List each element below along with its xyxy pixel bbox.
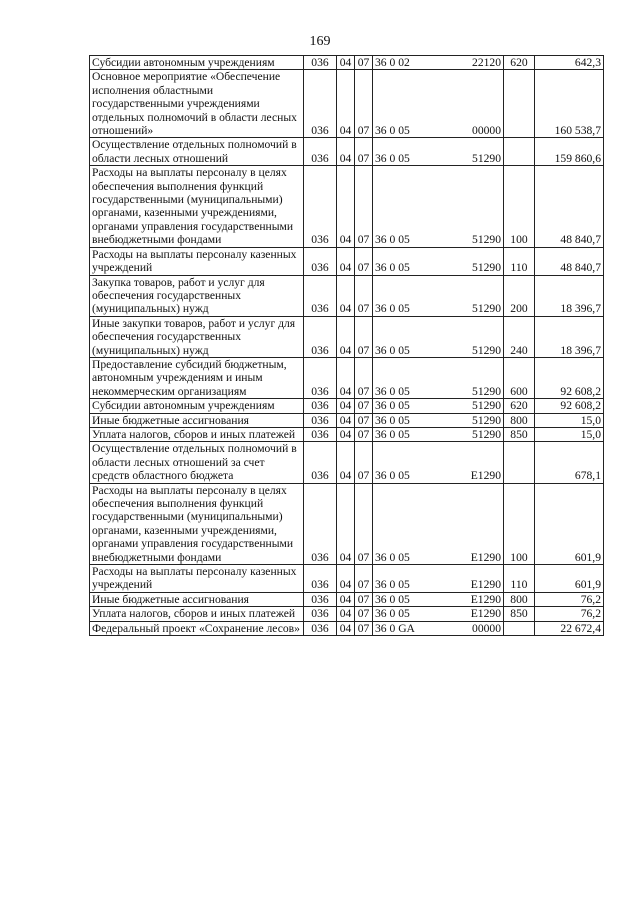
admin-code-cell: 036: [304, 70, 337, 138]
target-article-direction: 51290: [472, 302, 501, 316]
expense-name-cell: Расходы на выплаты персоналу в целях обеспечения выполнения функций государственными (муниципальными) органами, казенными учреждениями, органами управления государственными внебюджетными фондами: [90, 483, 304, 564]
table-row: [90, 70, 604, 138]
amount-cell: 76,2: [535, 607, 604, 621]
subsection-code-cell: 07: [355, 138, 373, 166]
amount-cell: 15,0: [535, 413, 604, 427]
target-article-direction: 00000: [472, 621, 501, 635]
subsection-code-cell: 07: [355, 275, 373, 316]
section-code-cell: 04: [337, 138, 355, 166]
section-code-cell: 04: [337, 427, 355, 441]
target-article-direction: E1290: [470, 578, 501, 592]
expense-type-cell: 100: [504, 483, 535, 564]
table-row: [90, 316, 604, 357]
section-code-cell: 04: [337, 621, 355, 635]
target-article-program: 36 0 05: [375, 592, 410, 606]
target-article-cell: [373, 621, 504, 635]
target-article-program: 36 0 05: [375, 151, 410, 165]
expense-name-cell: Предоставление субсидий бюджетным, автономным учреждениям и иным некоммерческим организациям: [90, 357, 304, 398]
target-article-direction: E1290: [470, 607, 501, 621]
expense-name-cell: Федеральный проект «Сохранение лесов»: [90, 621, 304, 635]
admin-code-cell: 036: [304, 427, 337, 441]
section-code-cell: 04: [337, 166, 355, 247]
section-code-cell: 04: [337, 56, 355, 70]
target-article-direction: 51290: [472, 233, 501, 247]
amount-cell: 642,3: [535, 56, 604, 70]
expense-name-cell: Расходы на выплаты персоналу в целях обеспечения выполнения функций государственными (муниципальными) органами, казенными учреждениями, органами управления государственными внебюджетными фондами: [90, 166, 304, 247]
expense-type-cell: 110: [504, 565, 535, 593]
subsection-code-cell: 07: [355, 565, 373, 593]
target-article-program: 36 0 05: [375, 384, 410, 398]
section-code-cell: 04: [337, 247, 355, 275]
expense-type-cell: 240: [504, 316, 535, 357]
amount-cell: 92 608,2: [535, 399, 604, 413]
table-row: [90, 399, 604, 413]
target-article-program: 36 0 05: [375, 427, 410, 441]
section-code-cell: 04: [337, 483, 355, 564]
subsection-code-cell: 07: [355, 442, 373, 483]
expense-type-cell: 110: [504, 247, 535, 275]
admin-code-cell: 036: [304, 247, 337, 275]
expense-type-cell: 800: [504, 592, 535, 606]
expense-type-cell: 600: [504, 357, 535, 398]
target-article-direction: 00000: [472, 124, 501, 138]
target-article-program: 36 0 05: [375, 233, 410, 247]
expense-type-cell: 620: [504, 56, 535, 70]
subsection-code-cell: 07: [355, 607, 373, 621]
target-article-cell: [373, 592, 504, 606]
table-row: [90, 427, 604, 441]
subsection-code-cell: 07: [355, 56, 373, 70]
amount-cell: 22 672,4: [535, 621, 604, 635]
expense-type-cell: 800: [504, 413, 535, 427]
target-article-direction: E1290: [470, 592, 501, 606]
subsection-code-cell: 07: [355, 70, 373, 138]
target-article-direction: E1290: [470, 550, 501, 564]
admin-code-cell: 036: [304, 413, 337, 427]
expense-name-cell: Иные бюджетные ассигнования: [90, 592, 304, 606]
table-row: [90, 565, 604, 593]
table-row: [90, 442, 604, 483]
admin-code-cell: 036: [304, 166, 337, 247]
admin-code-cell: 036: [304, 56, 337, 70]
expense-name-cell: Уплата налогов, сборов и иных платежей: [90, 607, 304, 621]
target-article-direction: 51290: [472, 151, 501, 165]
target-article-direction: 51290: [472, 413, 501, 427]
target-article-program: 36 0 05: [375, 261, 410, 275]
admin-code-cell: 036: [304, 483, 337, 564]
target-article-cell: [373, 70, 504, 138]
section-code-cell: 04: [337, 607, 355, 621]
section-code-cell: 04: [337, 70, 355, 138]
section-code-cell: 04: [337, 413, 355, 427]
expense-name-cell: Субсидии автономным учреждениям: [90, 399, 304, 413]
amount-cell: 678,1: [535, 442, 604, 483]
target-article-cell: [373, 357, 504, 398]
subsection-code-cell: 07: [355, 592, 373, 606]
admin-code-cell: 036: [304, 592, 337, 606]
amount-cell: 92 608,2: [535, 357, 604, 398]
target-article-direction: 51290: [472, 261, 501, 275]
budget-table-body: [90, 56, 604, 636]
table-row: [90, 275, 604, 316]
target-article-direction: E1290: [470, 469, 501, 483]
admin-code-cell: 036: [304, 565, 337, 593]
target-article-cell: [373, 56, 504, 70]
section-code-cell: 04: [337, 565, 355, 593]
amount-cell: 160 538,7: [535, 70, 604, 138]
table-row: [90, 357, 604, 398]
expense-name-cell: Основное мероприятие «Обеспечение исполнения областными государственными учреждениями отдельных полномочий в области лесных отношений»: [90, 70, 304, 138]
target-article-cell: [373, 166, 504, 247]
subsection-code-cell: 07: [355, 247, 373, 275]
expense-type-cell: 850: [504, 607, 535, 621]
target-article-program: 36 0 05: [375, 469, 410, 483]
subsection-code-cell: 07: [355, 316, 373, 357]
subsection-code-cell: 07: [355, 483, 373, 564]
target-article-direction: 51290: [472, 343, 501, 357]
target-article-cell: [373, 413, 504, 427]
expense-type-cell: 200: [504, 275, 535, 316]
amount-cell: 48 840,7: [535, 166, 604, 247]
section-code-cell: 04: [337, 275, 355, 316]
amount-cell: 76,2: [535, 592, 604, 606]
admin-code-cell: 036: [304, 399, 337, 413]
target-article-cell: [373, 427, 504, 441]
table-row: [90, 56, 604, 70]
table-row: [90, 413, 604, 427]
expense-type-cell: [504, 138, 535, 166]
target-article-cell: [373, 275, 504, 316]
budget-table: [89, 55, 604, 636]
table-row: [90, 247, 604, 275]
target-article-cell: [373, 483, 504, 564]
target-article-direction: 22120: [472, 56, 501, 69]
table-row: [90, 166, 604, 247]
expense-type-cell: 850: [504, 427, 535, 441]
target-article-cell: [373, 442, 504, 483]
amount-cell: 159 860,6: [535, 138, 604, 166]
expense-type-cell: 620: [504, 399, 535, 413]
target-article-program: 36 0 05: [375, 578, 410, 592]
expense-name-cell: Иные бюджетные ассигнования: [90, 413, 304, 427]
subsection-code-cell: 07: [355, 413, 373, 427]
amount-cell: 601,9: [535, 565, 604, 593]
target-article-cell: [373, 607, 504, 621]
target-article-direction: 51290: [472, 399, 501, 413]
page-number: 169: [309, 34, 331, 49]
target-article-program: 36 0 05: [375, 124, 410, 138]
admin-code-cell: 036: [304, 275, 337, 316]
amount-cell: 15,0: [535, 427, 604, 441]
section-code-cell: 04: [337, 357, 355, 398]
target-article-cell: [373, 399, 504, 413]
target-article-program: 36 0 05: [375, 399, 410, 413]
table-row: [90, 621, 604, 635]
amount-cell: 601,9: [535, 483, 604, 564]
admin-code-cell: 036: [304, 138, 337, 166]
amount-cell: 18 396,7: [535, 316, 604, 357]
subsection-code-cell: 07: [355, 166, 373, 247]
table-row: [90, 607, 604, 621]
expense-name-cell: Иные закупки товаров, работ и услуг для обеспечения государственных (муниципальных) нужд: [90, 316, 304, 357]
amount-cell: 48 840,7: [535, 247, 604, 275]
subsection-code-cell: 07: [355, 427, 373, 441]
section-code-cell: 04: [337, 592, 355, 606]
admin-code-cell: 036: [304, 621, 337, 635]
target-article-program: 36 0 GA: [375, 621, 415, 635]
expense-name-cell: Закупка товаров, работ и услуг для обеспечения государственных (муниципальных) нужд: [90, 275, 304, 316]
target-article-cell: [373, 316, 504, 357]
target-article-program: 36 0 05: [375, 413, 410, 427]
target-article-cell: [373, 565, 504, 593]
target-article-cell: [373, 138, 504, 166]
expense-type-cell: [504, 442, 535, 483]
expense-name-cell: Уплата налогов, сборов и иных платежей: [90, 427, 304, 441]
table-row: [90, 138, 604, 166]
subsection-code-cell: 07: [355, 399, 373, 413]
admin-code-cell: 036: [304, 442, 337, 483]
subsection-code-cell: 07: [355, 621, 373, 635]
admin-code-cell: 036: [304, 316, 337, 357]
target-article-cell: [373, 247, 504, 275]
subsection-code-cell: 07: [355, 357, 373, 398]
table-row: [90, 592, 604, 606]
target-article-program: 36 0 05: [375, 550, 410, 564]
expense-name-cell: Осуществление отдельных полномочий в области лесных отношений: [90, 138, 304, 166]
expense-name-cell: Расходы на выплаты персоналу казенных учреждений: [90, 565, 304, 593]
expense-name-cell: Расходы на выплаты персоналу казенных учреждений: [90, 247, 304, 275]
expense-type-cell: [504, 70, 535, 138]
expense-name-cell: Осуществление отдельных полномочий в области лесных отношений за счет средств областного бюджета: [90, 442, 304, 483]
section-code-cell: 04: [337, 442, 355, 483]
target-article-program: 36 0 05: [375, 302, 410, 316]
target-article-program: 36 0 05: [375, 343, 410, 357]
table-row: [90, 483, 604, 564]
admin-code-cell: 036: [304, 607, 337, 621]
target-article-direction: 51290: [472, 427, 501, 441]
expense-type-cell: [504, 621, 535, 635]
target-article-direction: 51290: [472, 384, 501, 398]
expense-type-cell: 100: [504, 166, 535, 247]
section-code-cell: 04: [337, 316, 355, 357]
amount-cell: 18 396,7: [535, 275, 604, 316]
target-article-program: 36 0 02: [375, 56, 410, 69]
expense-name-cell: Субсидии автономным учреждениям: [90, 56, 304, 70]
section-code-cell: 04: [337, 399, 355, 413]
admin-code-cell: 036: [304, 357, 337, 398]
target-article-program: 36 0 05: [375, 607, 410, 621]
